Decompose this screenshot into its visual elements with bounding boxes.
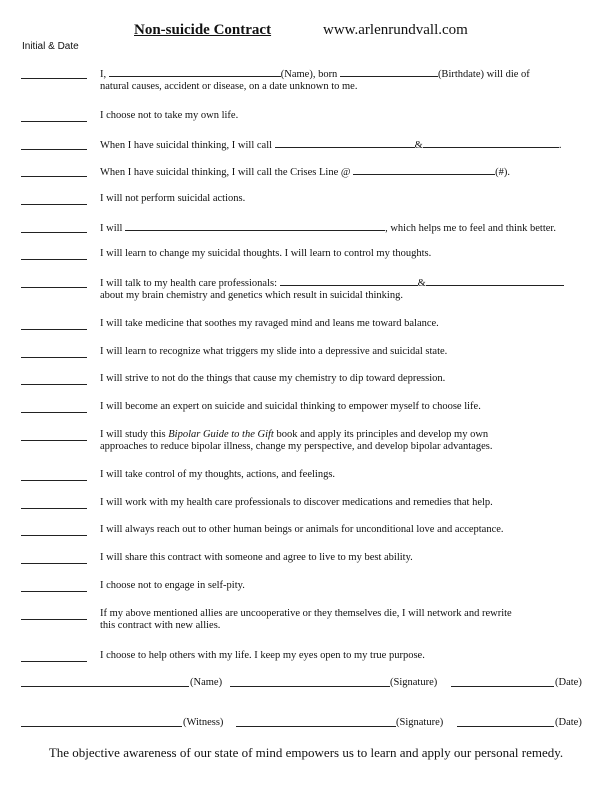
activity-field[interactable] [125,221,385,231]
witness-signature-line-field[interactable] [236,717,396,727]
item-text: I will not perform suicidal actions. [100,193,246,204]
initial-date-label: Initial & Date [22,41,79,52]
date-line-field[interactable] [451,677,554,687]
item-text: I choose not to engage in self-pity. [100,580,245,591]
item-text: I will strive to not do the things that cause my chemistry to dip toward depression. [100,373,446,384]
contact-1-field[interactable] [275,138,415,148]
initial-date-field[interactable] [21,121,87,122]
initial-date-field[interactable] [21,661,87,662]
signature-row-witness: (Witness) (Signature) (Date) [21,717,591,731]
initial-date-field[interactable] [21,232,87,233]
item-text: I will become an expert on suicide and suicidal thinking to empower myself to choose life. [100,401,481,412]
item-text: If my above mentioned allies are uncooperative or they themselves die, I will network and rewrite this contract with new allies. [100,608,512,631]
item-text: I will learn to recognize what triggers my slide into a depressive and suicidal state. [100,346,448,357]
professional-2-field[interactable] [426,276,564,286]
initial-date-field[interactable] [21,176,87,177]
item-text: I will share this contract with someone and agree to live to my best ability. [100,552,413,563]
initial-date-field[interactable] [21,480,87,481]
initial-date-field[interactable] [21,259,87,260]
initial-date-field[interactable] [21,149,87,150]
footer-quote: The objective awareness of our state of mind empowers us to learn and apply our personal remedy. [48,745,564,760]
contact-2-field[interactable] [423,138,559,148]
initial-date-field[interactable] [21,384,87,385]
initial-date-field[interactable] [21,412,87,413]
header [0,22,612,42]
initial-date-field[interactable] [21,535,87,536]
item-text: When I have suicidal thinking, I will call the Crises Line @ (#). [100,167,511,178]
witness-date-line-field[interactable] [457,717,554,727]
item-text: I will work with my health care professionals to discover medications and remedies that help. [100,497,493,508]
page-title: Non-suicide Contract [134,22,272,38]
initial-date-field[interactable] [21,440,87,441]
name-field[interactable] [109,67,281,77]
crisis-line-number-field[interactable] [353,165,495,175]
signature-row-name: (Name) (Signature) (Date) [21,677,591,691]
initial-date-field[interactable] [21,508,87,509]
initial-date-field[interactable] [21,78,87,79]
initial-date-field[interactable] [21,357,87,358]
professional-1-field[interactable] [280,276,418,286]
initial-date-field[interactable] [21,619,87,620]
signature-line-field[interactable] [230,677,390,687]
item-text: I will always reach out to other human beings or animals for unconditional love and acceptance. [100,524,504,535]
item-text: I will learn to change my suicidal thoughts. I will learn to control my thoughts. [100,248,432,259]
initial-date-field[interactable] [21,563,87,564]
item-text: I will talk to my health care professionals: & about my brain chemistry and genetics which result in suicidal thinking. [100,276,592,302]
witness-line-field[interactable] [21,717,182,727]
name-line-field[interactable] [21,677,189,687]
initial-date-field[interactable] [21,329,87,330]
item-text: I will study this Bipolar Guide to the Gift book and apply its principles and develop my own approaches to reduce bipolar illness, change my perspective, and develop bipolar advantages. [100,429,493,452]
item-text: I choose not to take my own life. [100,110,239,121]
item-text: I choose to help others with my life. I keep my eyes open to my true purpose. [100,650,425,661]
item-text: When I have suicidal thinking, I will call & . [100,140,562,151]
birthdate-field[interactable] [340,67,438,77]
initial-date-field[interactable] [21,204,87,205]
initial-date-field[interactable] [21,287,87,288]
initial-date-field[interactable] [21,591,87,592]
website-url[interactable]: www.arlenrundvall.com [323,22,468,38]
item-text: I will take medicine that soothes my ravaged mind and leans me toward balance. [100,318,439,329]
book-title: Bipolar Guide to the Gift [168,429,274,440]
item-text: I, (Name), born (Birthdate) will die of natural causes, accident or disease, on a date unknown to me. [100,69,530,92]
item-text: I will , which helps me to feel and think better. [100,223,556,234]
item-text: I will take control of my thoughts, actions, and feelings. [100,469,336,480]
